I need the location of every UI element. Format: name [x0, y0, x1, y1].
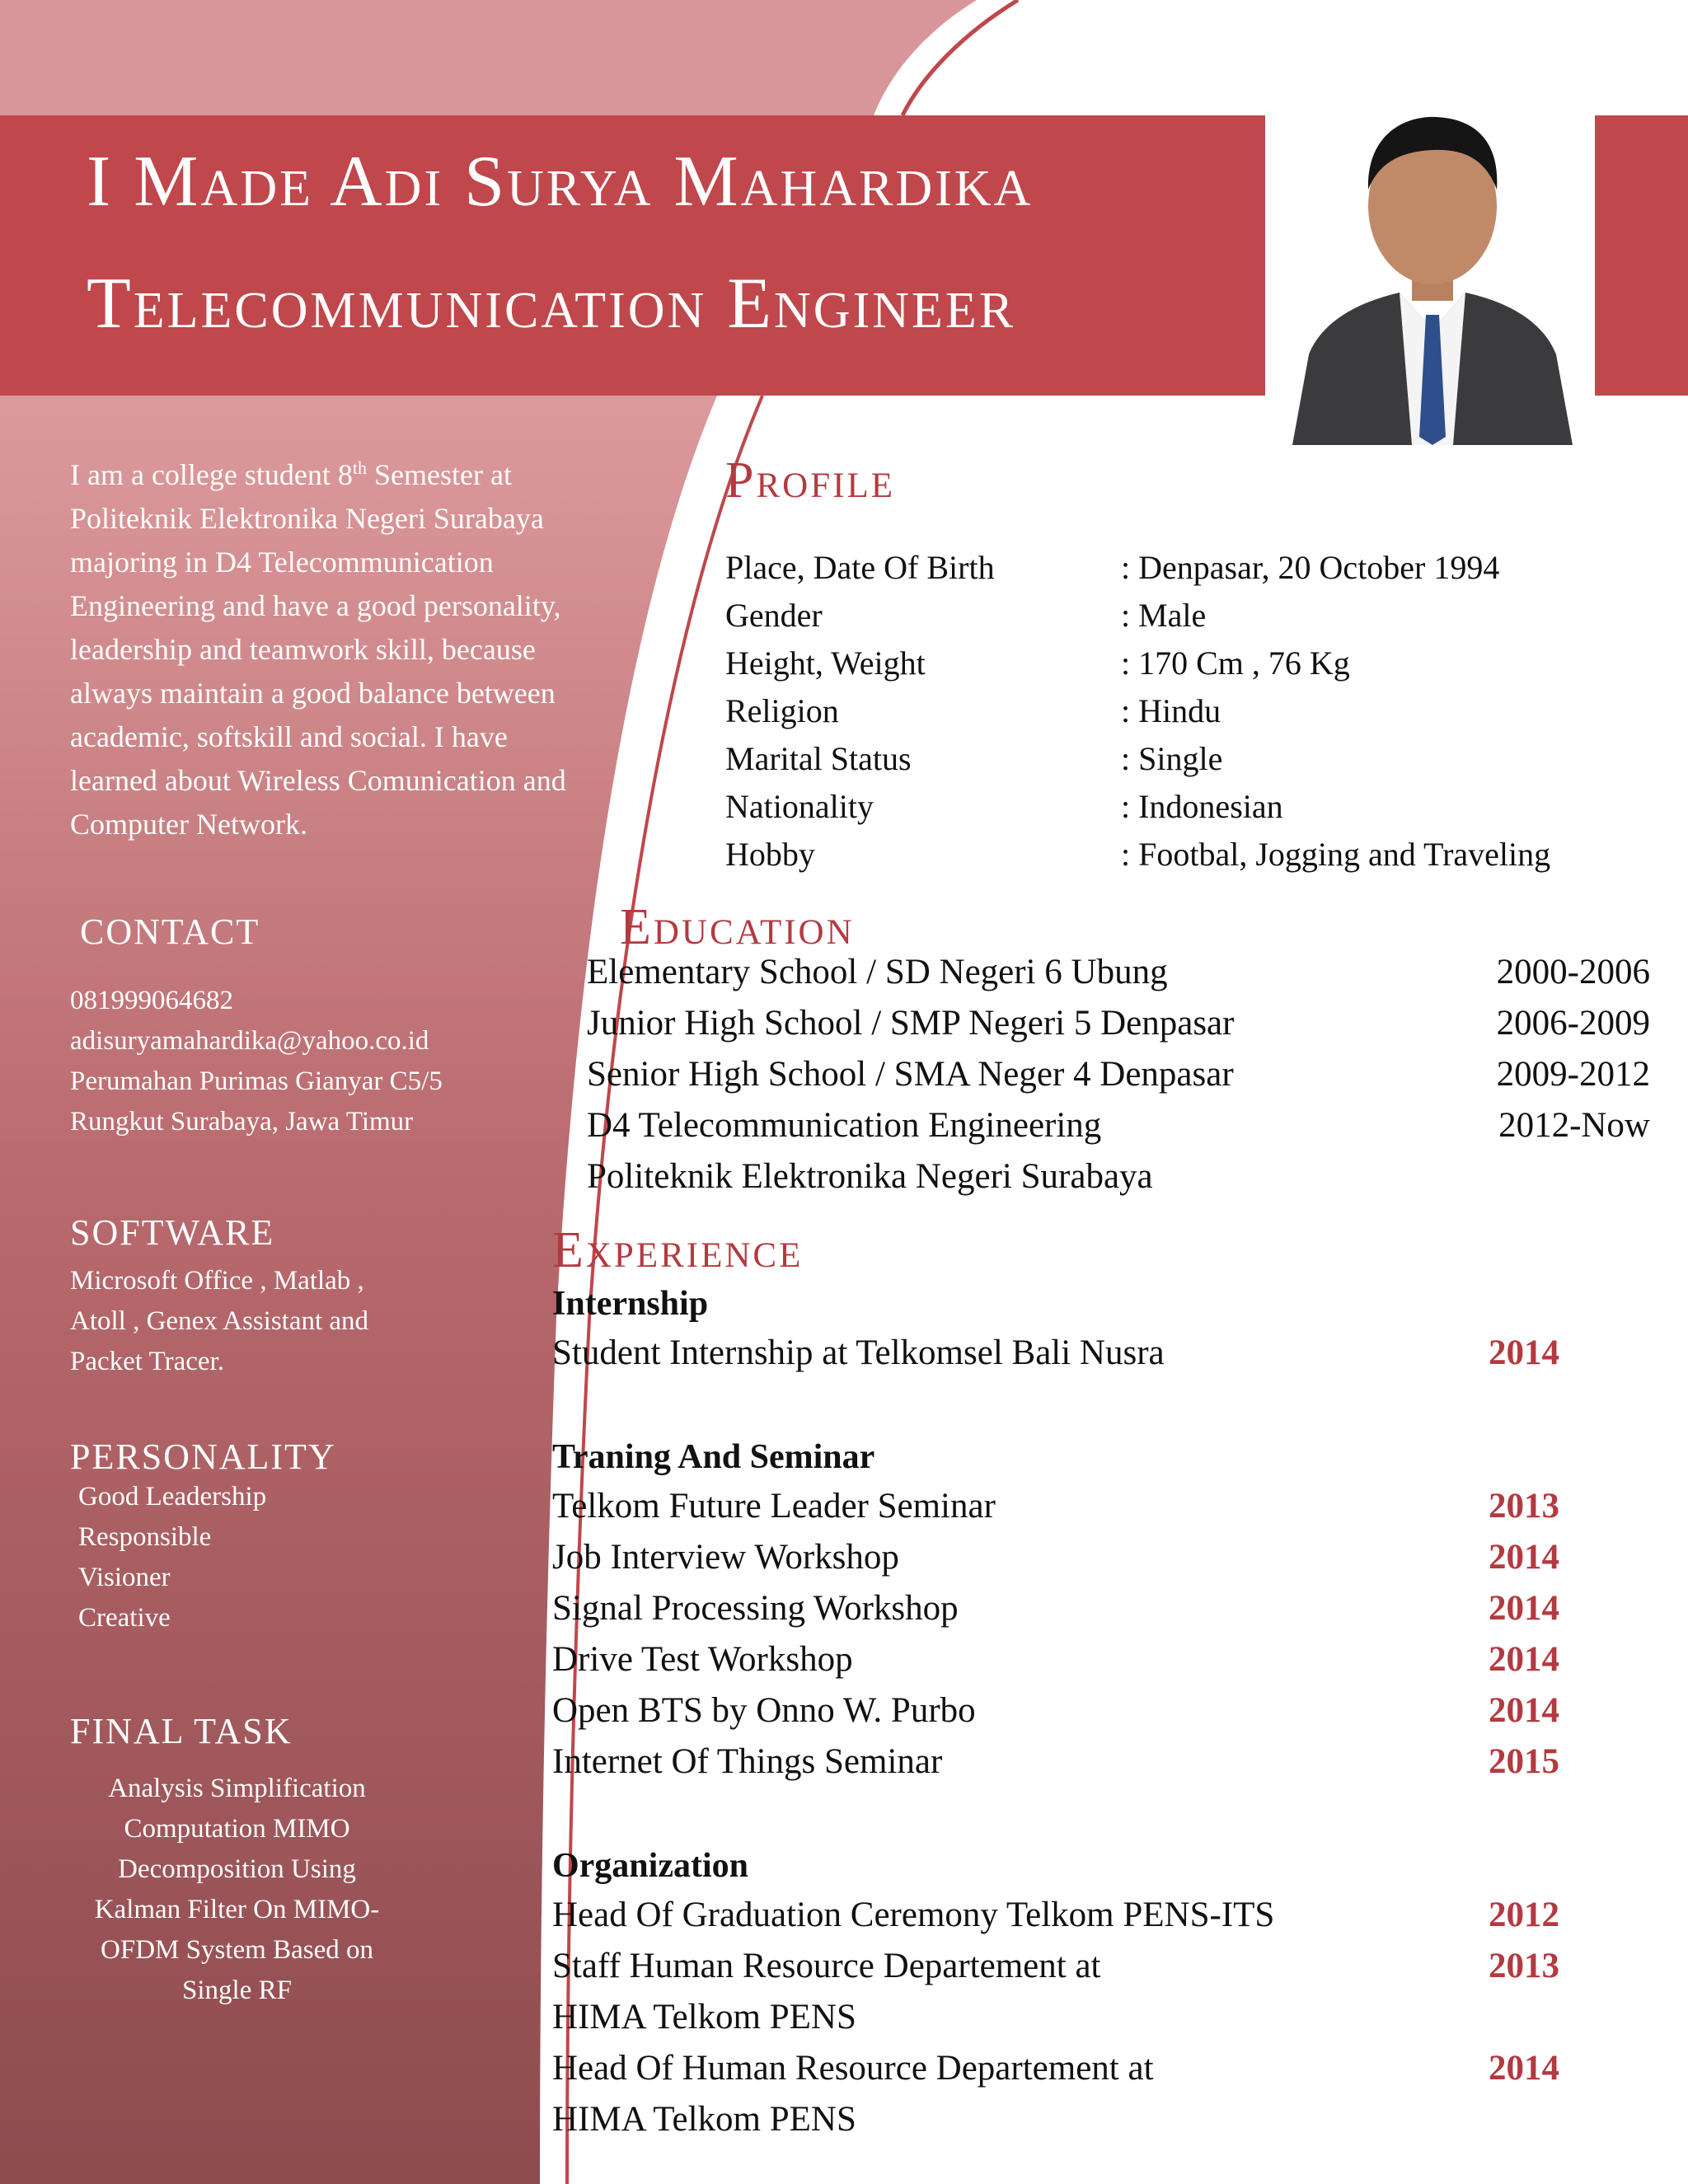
experience-year: 2014: [1489, 1589, 1559, 1628]
personality-item: Good Leadership: [78, 1482, 267, 1511]
experience-year: 2012: [1489, 1896, 1559, 1934]
experience-row: [552, 1946, 1559, 1986]
experience-row: [552, 1588, 1559, 1629]
experience-text: Staff Human Resource Departement at: [552, 1947, 1101, 1985]
experience-text: Open BTS by Onno W. Purbo: [552, 1691, 976, 1730]
profile-photo: [1276, 82, 1589, 445]
experience-row: [552, 1537, 1559, 1577]
experience-row: [552, 1639, 1559, 1680]
education-school: Elementary School / SD Negeri 6 Ubung: [587, 953, 1168, 991]
experience-text: HIMA Telkom PENS: [552, 2100, 856, 2139]
experience-text: HIMA Telkom PENS: [552, 1998, 856, 2036]
training-heading: Traning And Seminar: [552, 1438, 875, 1476]
profile-label: Nationality: [725, 788, 874, 825]
experience-text: Job Interview Workshop: [552, 1538, 899, 1577]
profile-label: Place, Date Of Birth: [725, 549, 995, 586]
profile-value: : Male: [1121, 597, 1207, 634]
final-task-line: Analysis Simplification: [108, 1774, 366, 1803]
education-school: D4 Telecommunication Engineering: [587, 1106, 1102, 1145]
education-row: [587, 1054, 1650, 1094]
final-task-text: [45, 1769, 429, 2011]
education-school: Politeknik Elektronika Negeri Surabaya: [587, 1157, 1153, 1196]
profile-label: Marital Status: [725, 740, 912, 777]
candidate-name: I Made Adi Surya Mahardika: [87, 142, 1034, 222]
final-task-line: Single RF: [182, 1975, 292, 2005]
top-swoosh: [0, 0, 977, 115]
organization-heading: Organization: [552, 1847, 748, 1885]
experience-year: 2014: [1489, 2049, 1559, 2088]
education-heading: Education: [620, 899, 855, 955]
experience-year: 2014: [1489, 1640, 1559, 1679]
education-school: Senior High School / SMA Neger 4 Denpasar: [587, 1055, 1234, 1094]
experience-year: 2013: [1489, 1947, 1559, 1985]
education-years: 2000-2006: [1496, 953, 1650, 991]
experience-row: [552, 1333, 1559, 1373]
experience-row: [552, 2048, 1559, 2088]
contact-phone: 081999064682: [70, 986, 233, 1015]
contact-email[interactable]: adisuryamahardika@yahoo.co.id: [70, 1026, 429, 1056]
experience-row: [552, 1895, 1559, 1935]
profile-value: : Denpasar, 20 October 1994: [1121, 549, 1500, 586]
education-years: 2009-2012: [1496, 1055, 1650, 1094]
profile-label: Religion: [725, 692, 839, 729]
experience-text: Head Of Human Resource Departement at: [552, 2049, 1154, 2088]
experience-year: 2015: [1489, 1742, 1559, 1781]
profile-value: : 170 Cm , 76 Kg: [1121, 644, 1350, 682]
profile-label: Gender: [725, 597, 823, 634]
software-line: Atoll , Genex Assistant and: [70, 1306, 369, 1336]
internship-heading: Internship: [552, 1285, 709, 1323]
profile-value: : Indonesian: [1121, 788, 1283, 825]
about-paragraph: I am a college student 8th Semester at Politeknik Elektronika Negeri Surabaya majoring in D4 Telecommunication Engineering and have a good personality, leadership and teamwork skill, because always maintain a good balance between academic, softskill and social. I have learned about Wireless Comunication and Computer Network.: [70, 457, 566, 841]
education-row: [587, 1105, 1650, 1146]
experience-year: 2014: [1489, 1691, 1559, 1730]
profile-label: Height, Weight: [725, 644, 926, 682]
education-years: 2012-Now: [1498, 1106, 1650, 1145]
experience-text: Drive Test Workshop: [552, 1640, 853, 1679]
contact-heading: CONTACT: [80, 912, 260, 952]
final-task-line: Kalman Filter On MIMO-: [94, 1895, 380, 1924]
profile-label: Hobby: [725, 836, 815, 873]
contact-address-2: Rungkut Surabaya, Jawa Timur: [70, 1107, 414, 1137]
experience-heading: Experience: [552, 1222, 804, 1278]
final-task-heading: FINAL TASK: [70, 1711, 293, 1751]
education-school: Junior High School / SMP Negeri 5 Denpasar: [587, 1004, 1235, 1043]
experience-row: [552, 1690, 1559, 1731]
experience-row: [552, 1997, 1559, 2037]
software-line: Microsoft Office , Matlab ,: [70, 1266, 364, 1296]
personality-item: Creative: [78, 1603, 171, 1633]
education-years: 2006-2009: [1496, 1004, 1650, 1043]
experience-year: 2014: [1489, 1538, 1559, 1577]
final-task-line: Computation MIMO: [124, 1814, 350, 1844]
contact-address-1: Perumahan Purimas Gianyar C5/5: [70, 1066, 443, 1096]
software-heading: SOFTWARE: [70, 1212, 275, 1253]
experience-text: Internet Of Things Seminar: [552, 1742, 943, 1781]
education-row: [587, 952, 1650, 992]
candidate-title: Telecommunication Engineer: [87, 264, 1016, 344]
experience-row: [552, 1486, 1559, 1526]
experience-row: [552, 1741, 1559, 1782]
education-row: [587, 1156, 1650, 1197]
experience-text: Telkom Future Leader Seminar: [552, 1487, 996, 1526]
personality-item: Visioner: [78, 1563, 171, 1592]
profile-value: : Footbal, Jogging and Traveling: [1121, 836, 1551, 873]
experience-text: Signal Processing Workshop: [552, 1589, 959, 1628]
personality-heading: PERSONALITY: [70, 1436, 336, 1477]
experience-year: 2013: [1489, 1487, 1559, 1526]
final-task-line: OFDM System Based on: [101, 1935, 373, 1965]
profile-heading: Profile: [725, 452, 895, 509]
final-task-line: Decomposition Using: [118, 1854, 356, 1884]
header-banner-right: [1595, 115, 1688, 396]
experience-text: Student Internship at Telkomsel Bali Nusra: [552, 1333, 1165, 1372]
experience-row: [552, 2099, 1559, 2139]
education-row: [587, 1003, 1650, 1043]
experience-text: Head Of Graduation Ceremony Telkom PENS-ITS: [552, 1896, 1275, 1934]
experience-year: 2014: [1489, 1333, 1559, 1372]
profile-value: : Single: [1121, 740, 1223, 777]
software-line: Packet Tracer.: [70, 1347, 224, 1376]
profile-value: : Hindu: [1121, 692, 1221, 729]
personality-item: Responsible: [78, 1522, 212, 1552]
